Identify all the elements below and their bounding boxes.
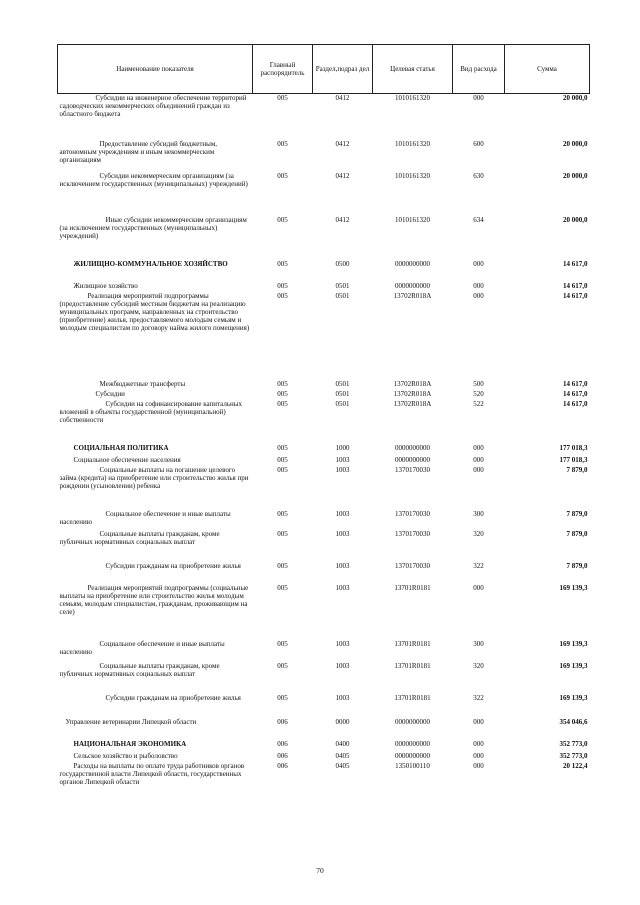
table-row	[58, 740, 590, 752]
row-cs: 0000000000	[395, 259, 430, 268]
row-vr: 300	[473, 509, 484, 518]
row-sum: 7 879,0	[566, 561, 588, 570]
row-gr: 005	[277, 693, 288, 702]
row-rz: 1003	[335, 465, 350, 474]
row-cs: 13701R0181	[394, 583, 431, 592]
page-number: 70	[316, 866, 324, 875]
row-rz: 1003	[335, 639, 350, 648]
row-sum: 354 046,6	[559, 717, 588, 726]
col-header-main-manager: Главный распорядитель	[253, 45, 313, 94]
row-cs: 0000000000	[395, 443, 430, 452]
row-cs: 1010161320	[395, 139, 430, 148]
table-row	[58, 530, 590, 562]
row-rz: 1003	[335, 583, 350, 592]
table-row	[58, 640, 590, 662]
row-gr: 005	[277, 379, 288, 388]
row-name: Управление ветеринарии Липецкой области	[65, 717, 197, 726]
row-rz: 1003	[335, 455, 350, 464]
row-vr: 322	[473, 561, 484, 570]
row-name: Субсидии гражданам на приобретение жилья	[105, 693, 241, 702]
row-name: Социальные выплаты гражданам, кроме публичных нормативных социальных выплат	[59, 661, 220, 678]
row-rz: 0501	[335, 379, 350, 388]
col-header-sum: Сумма	[505, 45, 590, 94]
row-rz: 0400	[335, 739, 350, 748]
row-sum: 169 139,3	[559, 639, 588, 648]
row-cs: 1010161320	[395, 215, 430, 224]
row-vr: 320	[473, 661, 484, 670]
row-gr: 006	[277, 717, 288, 726]
row-sum: 14 617,0	[563, 259, 588, 268]
row-sum: 20 122,4	[563, 761, 588, 770]
row-gr: 005	[277, 465, 288, 474]
row-name: Социальное обеспечение населения	[73, 455, 181, 464]
row-vr: 000	[473, 443, 484, 452]
row-rz: 0412	[335, 171, 350, 180]
row-sum: 169 139,3	[559, 661, 588, 670]
row-cs: 13701R0181	[394, 639, 431, 648]
row-gr: 005	[277, 509, 288, 518]
row-name: Межбюджетные трансферты	[99, 379, 186, 388]
row-cs: 1010161320	[395, 94, 430, 102]
table-row	[58, 140, 590, 172]
row-gr: 005	[277, 583, 288, 592]
row-name: Субсидии гражданам на приобретение жилья	[105, 561, 241, 570]
row-cs: 0000000000	[395, 751, 430, 760]
row-gr: 006	[277, 739, 288, 748]
row-gr: 005	[277, 94, 288, 102]
row-vr: 300	[473, 639, 484, 648]
col-header-kind: Вид расхода	[453, 45, 505, 94]
row-vr: 000	[473, 739, 484, 748]
row-gr: 005	[277, 443, 288, 452]
row-name: Субсидии	[95, 389, 125, 398]
row-rz: 1003	[335, 509, 350, 518]
row-sum: 14 617,0	[563, 281, 588, 290]
row-rz: 0412	[335, 94, 350, 102]
row-sum: 20 000,0	[563, 171, 588, 180]
row-rz: 1003	[335, 693, 350, 702]
row-rz: 1003	[335, 561, 350, 570]
row-name: Социальное обеспечение и иные выплаты населению	[59, 509, 231, 526]
row-gr: 005	[277, 661, 288, 670]
row-cs: 1370170030	[395, 529, 430, 538]
row-name: ЖИЛИЩНО-КОММУНАЛЬНОЕ ХОЗЯЙСТВО	[73, 259, 228, 268]
row-vr: 000	[473, 291, 484, 300]
row-sum: 14 617,0	[563, 389, 588, 398]
row-sum: 20 000,0	[563, 139, 588, 148]
col-header-section: Раздел,подраз дел	[313, 45, 373, 94]
row-vr: 522	[473, 399, 484, 408]
row-rz: 0501	[335, 281, 350, 290]
row-rz: 0501	[335, 399, 350, 408]
row-rz: 1003	[335, 661, 350, 670]
table-row	[58, 510, 590, 530]
row-gr: 005	[277, 281, 288, 290]
table-row	[58, 216, 590, 260]
row-name: Расходы на выплаты по оплате труда работников органов государственной власти Липецкой области, государственных органов Липецкой области	[59, 761, 245, 786]
row-cs: 13702R018A	[393, 291, 432, 300]
row-rz: 0405	[335, 761, 350, 770]
row-cs: 1350100110	[395, 761, 430, 770]
row-name: Жилищное хозяйство	[73, 281, 138, 290]
row-cs: 0000000000	[395, 739, 430, 748]
row-name: Сельское хозяйство и рыболовство	[73, 751, 178, 760]
row-rz: 0501	[335, 389, 350, 398]
row-sum: 169 139,3	[559, 583, 588, 592]
row-vr: 634	[473, 215, 484, 224]
row-sum: 20 000,0	[563, 94, 588, 102]
row-gr: 005	[277, 215, 288, 224]
table-row	[58, 584, 590, 640]
row-name: Предоставление субсидий бюджетным, автономным учреждениям и иным некоммерческим организациям	[59, 139, 218, 164]
row-rz: 0500	[335, 259, 350, 268]
row-sum: 177 018,3	[559, 443, 588, 452]
row-sum: 20 000,0	[563, 215, 588, 224]
row-gr: 005	[277, 139, 288, 148]
table-row	[58, 380, 590, 390]
row-vr: 000	[473, 281, 484, 290]
row-cs: 13702R018A	[393, 399, 432, 408]
row-vr: 630	[473, 171, 484, 180]
row-cs: 0000000000	[395, 281, 430, 290]
row-cs: 13701R0181	[394, 661, 431, 670]
row-rz: 0412	[335, 139, 350, 148]
row-cs: 13701R0181	[394, 693, 431, 702]
table-row	[58, 282, 590, 292]
row-sum: 352 773,0	[559, 751, 588, 760]
row-cs: 0000000000	[395, 717, 430, 726]
row-rz: 1000	[335, 443, 350, 452]
row-vr: 500	[473, 379, 484, 388]
col-header-name: Наименование показателя	[58, 45, 253, 94]
budget-table	[57, 44, 590, 806]
row-cs: 1370170030	[395, 561, 430, 570]
table-row	[58, 762, 590, 806]
row-sum: 7 879,0	[566, 465, 588, 474]
table-row	[58, 466, 590, 510]
row-sum: 352 773,0	[559, 739, 588, 748]
row-rz: 0000	[335, 717, 350, 726]
row-sum: 14 617,0	[563, 379, 588, 388]
row-gr: 005	[277, 259, 288, 268]
table-row	[58, 562, 590, 584]
row-name: Социальные выплаты гражданам, кроме публичных нормативных социальных выплат	[59, 529, 220, 546]
table-row	[58, 662, 590, 694]
row-cs: 13702R018A	[393, 379, 432, 388]
row-name: НАЦИОНАЛЬНАЯ ЭКОНОМИКА	[73, 739, 187, 748]
table-row	[58, 444, 590, 456]
row-name: Реализация мероприятий подпрограммы (предоставление субсидий местным бюджетам на реализацию муниципальных программ, направленных на строительство (приобретение) жилья, предоставляемого молодым семьям и молодым специалистам по договору найма жилого помещения)	[59, 291, 250, 333]
table-row	[58, 694, 590, 718]
row-vr: 320	[473, 529, 484, 538]
row-vr: 000	[473, 583, 484, 592]
row-vr: 000	[473, 761, 484, 770]
row-name: Субсидии на софинансирование капитальных вложений в объекты государственной (муниципальной) собственности	[59, 399, 242, 424]
row-gr: 006	[277, 761, 288, 770]
row-gr: 005	[277, 399, 288, 408]
table-row	[58, 260, 590, 282]
table-row	[58, 292, 590, 380]
table-row	[58, 172, 590, 216]
table-row	[58, 390, 590, 400]
row-gr: 005	[277, 291, 288, 300]
row-rz: 1003	[335, 529, 350, 538]
col-header-target: Целевая статья	[373, 45, 453, 94]
row-cs: 1370170030	[395, 465, 430, 474]
row-vr: 000	[473, 751, 484, 760]
row-gr: 006	[277, 751, 288, 760]
row-vr: 000	[473, 259, 484, 268]
table-row	[58, 400, 590, 444]
row-vr: 000	[473, 455, 484, 464]
row-name: Социальные выплаты на погашение целевого займа (кредита) на приобретение или строительство жилья при рождении (усыновлении) ребенка	[59, 465, 249, 490]
row-rz: 0501	[335, 291, 350, 300]
row-rz: 0405	[335, 751, 350, 760]
row-cs: 13702R018A	[393, 389, 432, 398]
row-vr: 600	[473, 139, 484, 148]
table-header-row	[58, 45, 590, 94]
row-sum: 14 617,0	[563, 399, 588, 408]
row-gr: 005	[277, 455, 288, 464]
row-gr: 005	[277, 389, 288, 398]
row-name: Субсидии на инженерное обеспечение территорий садоводческих некоммерческих объединений граждан из областного бюджета	[59, 94, 247, 119]
row-gr: 005	[277, 639, 288, 648]
row-sum: 14 617,0	[563, 291, 588, 300]
row-rz: 0412	[335, 215, 350, 224]
row-gr: 005	[277, 529, 288, 538]
row-name: Субсидии некоммерческим организациям (за исключением государственных (муниципальных) учреждений)	[59, 171, 248, 188]
table-row	[58, 94, 590, 140]
table-row	[58, 718, 590, 740]
row-vr: 322	[473, 693, 484, 702]
row-name: Иные субсидии некоммерческим организациям (за исключением государственных (муниципальных) учреждений)	[59, 215, 247, 240]
row-vr: 000	[473, 717, 484, 726]
row-vr: 000	[473, 94, 484, 102]
row-cs: 1010161320	[395, 171, 430, 180]
row-cs: 1370170030	[395, 509, 430, 518]
row-name: Социальное обеспечение и иные выплаты населению	[59, 639, 225, 656]
row-vr: 520	[473, 389, 484, 398]
row-gr: 005	[277, 561, 288, 570]
row-sum: 7 879,0	[566, 509, 588, 518]
row-cs: 0000000000	[395, 455, 430, 464]
row-sum: 177 018,3	[559, 455, 588, 464]
row-name: Реализация мероприятий подпрограммы (социальные выплаты на приобретение или строительство жилья молодым семьям, молодым специалистам, гражданам, проживающим на селе)	[59, 583, 249, 617]
row-name: СОЦИАЛЬНАЯ ПОЛИТИКА	[73, 443, 169, 452]
table-row	[58, 752, 590, 762]
row-sum: 7 879,0	[566, 529, 588, 538]
row-gr: 005	[277, 171, 288, 180]
row-sum: 169 139,3	[559, 693, 588, 702]
table-row	[58, 456, 590, 466]
row-vr: 000	[473, 465, 484, 474]
